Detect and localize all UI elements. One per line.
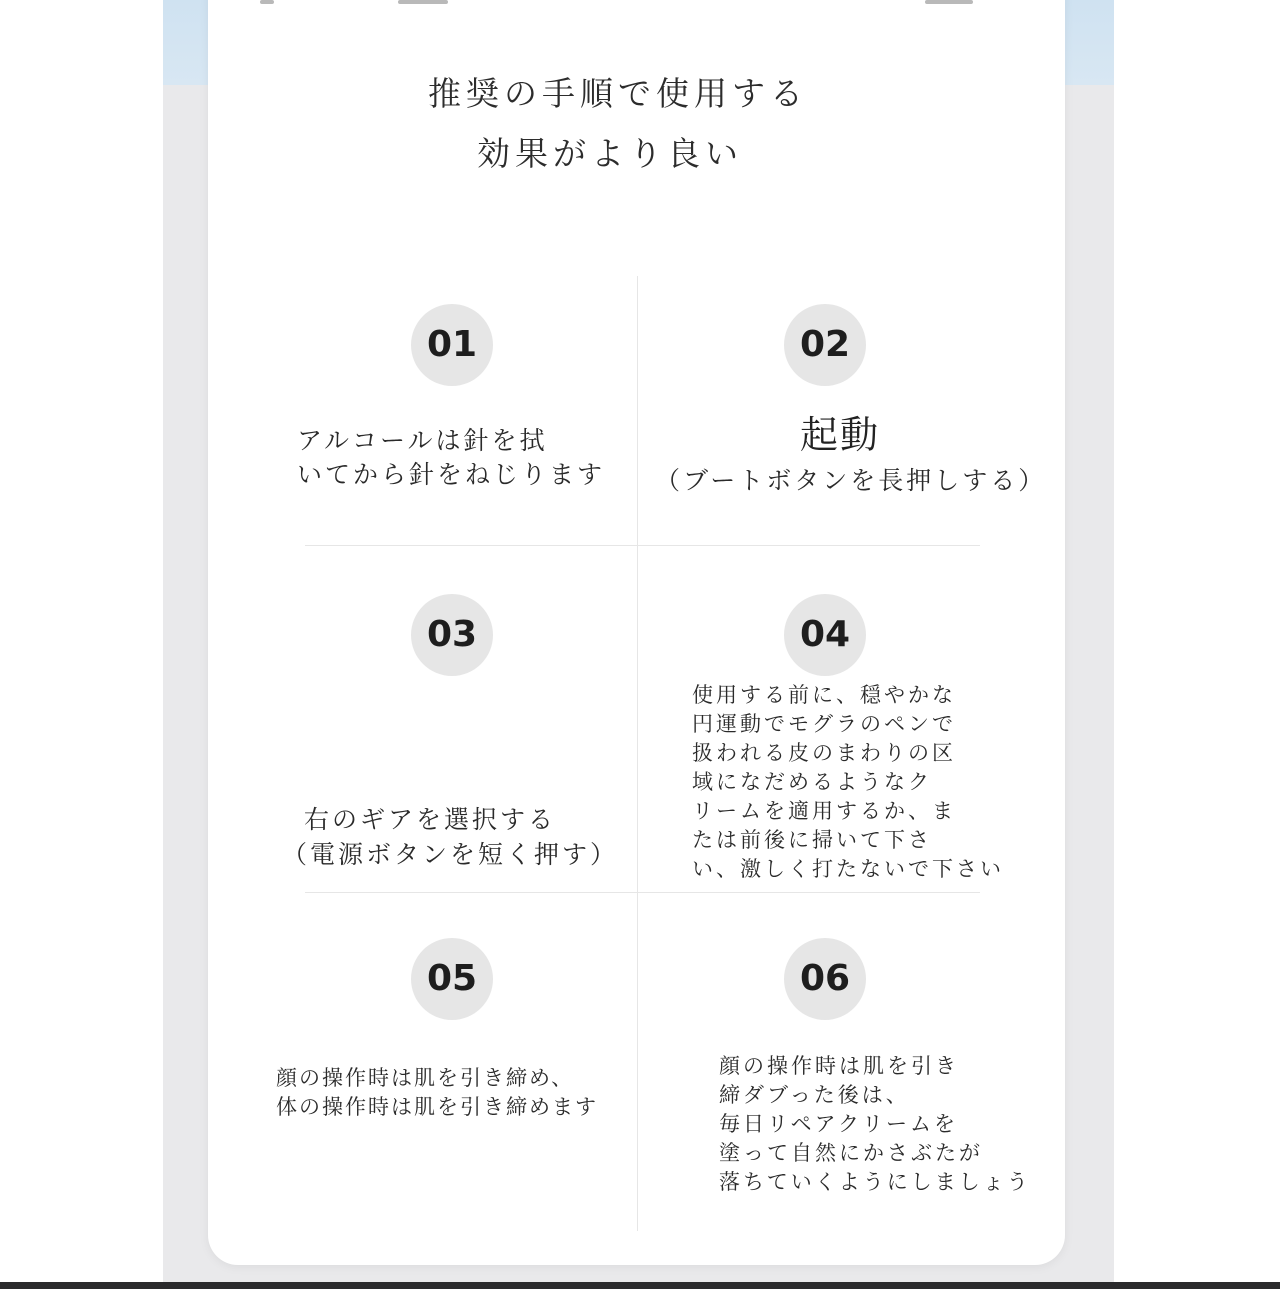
step-06-number-badge: 06	[784, 938, 866, 1020]
step-01-number-badge: 01	[411, 304, 493, 386]
step-05-description	[276, 1064, 598, 1122]
step-04-line: い、激しく打たないで下さい	[692, 857, 1004, 881]
step-02-description	[655, 464, 1046, 498]
step-06-line: 顔の操作時は肌を引き	[719, 1054, 959, 1078]
step-06-line: 締ダブった後は、	[719, 1083, 910, 1107]
step-05-line: 顔の操作時は肌を引き締め、	[276, 1066, 575, 1090]
step-03-description	[282, 802, 618, 872]
step-06-line: 塗って自然にかさぶたが	[719, 1141, 983, 1165]
step-06-line: 毎日リペアクリームを	[719, 1112, 958, 1136]
top-left-edge-mark	[260, 0, 274, 4]
step-04-number-badge: 04	[784, 594, 866, 676]
step-04-line: リームを適用するか、ま	[692, 799, 956, 823]
step-01-description	[297, 424, 605, 492]
step-01-line: アルコールは針を拭	[297, 426, 548, 455]
step-06-description	[719, 1052, 1031, 1197]
step-04-line: 使用する前に、穏やかな	[692, 683, 956, 707]
grid-divider-horizontal-1	[305, 545, 980, 546]
step-03-number-badge: 03	[411, 594, 493, 676]
step-04-description	[692, 681, 1004, 884]
step-04-line: たは前後に掃いて下さ	[692, 828, 932, 852]
step-03-line: （電源ボタンを短く押す）	[282, 840, 619, 869]
step-04-line: 域になだめるようなク	[692, 770, 932, 794]
top-right-edge-mark	[925, 0, 973, 4]
step-01-line: いてから針をねじります	[297, 460, 606, 489]
grid-divider-vertical	[637, 276, 638, 1231]
step-02-line: （ブートボタンを長押しする）	[655, 466, 1047, 495]
step-04-line: 円運動でモグラのペンで	[692, 712, 956, 736]
page-title-line-1: 推奨の手順で使用する	[428, 74, 808, 113]
grid-divider-horizontal-2	[305, 892, 980, 893]
bottom-system-bar	[0, 1282, 1280, 1289]
step-03-line: 右のギアを選択する	[304, 805, 557, 834]
step-05-line: 体の操作時は肌を引き締めます	[276, 1095, 598, 1119]
step-05-number-badge: 05	[411, 938, 493, 1020]
top-center-edge-mark	[398, 0, 448, 4]
step-02-number-badge: 02	[784, 304, 866, 386]
step-02-heading: 起動	[800, 413, 881, 457]
page-title-line-2: 効果がより良い	[477, 134, 743, 173]
step-06-line: 落ちていくようにしましょう	[719, 1170, 1031, 1194]
step-04-line: 扱われる皮のまわりの区	[692, 741, 956, 765]
